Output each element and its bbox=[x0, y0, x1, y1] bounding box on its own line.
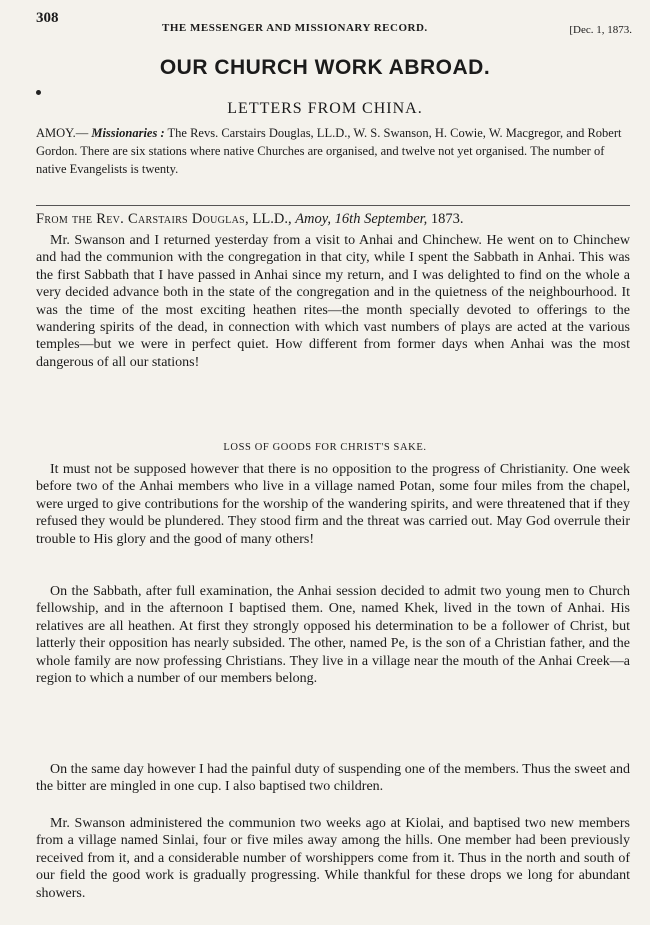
letter-degree: LL.D., bbox=[252, 211, 292, 227]
page-number: 308 bbox=[36, 10, 59, 26]
letter-year: 1873. bbox=[430, 211, 464, 227]
section-title: OUR CHURCH WORK ABROAD. bbox=[159, 56, 491, 79]
sub-heading: LOSS OF GOODS FOR CHRIST'S SAKE. bbox=[223, 442, 427, 453]
paragraph-3: On the Sabbath, after full examination, the Anhai session decided to admit two young men to Church fellowship, and in the afternoon I baptised them. One, named Khek, lived in the town of Anhai. His relatives are all heathen. At first they strongly opposed his determination to be a follower of Christ, but latterly their opposition has nearly subsided. The other, named Pe, is the son of a Christian father, and the whole family are now professing Christians. They live in a village near the mouth of the Anhai Creek—a region to which a number of our members belong. bbox=[36, 584, 630, 687]
mission-text: The Revs. Carstairs Douglas, LL.D., W. S. Swanson, H. Cowie, W. Macgregor, and Robert Gordon. There are six stations where native Churches are organised, and twelve not yet organised. The number of native Evangelists is twenty. bbox=[36, 126, 622, 176]
letter-from: From the Rev. Carstairs Douglas, bbox=[36, 211, 249, 227]
paragraph-4: On the same day however I had the painful duty of suspending one of the members. Thus the sweet and the bitter are mingled in one cup. I also baptised two children. bbox=[36, 762, 630, 795]
ink-dot bbox=[36, 90, 41, 95]
mission-place: AMOY.— bbox=[36, 126, 89, 140]
sub-title: LETTERS FROM CHINA. bbox=[227, 100, 423, 117]
mission-note bbox=[36, 124, 630, 178]
paragraph-1: Mr. Swanson and I returned yesterday from a visit to Anhai and Chinchew. He went on to Chinchew and had the communion with the congregation in that city, while I spent the Sabbath in Anhai. This was the first Sabbath that I have passed in Anhai since my return, and I was delighted to find on the whole a very decided advance both in the state of the congregation and in the quietness of the neighbourhood. It was the time of the most exciting heathen rites—the month specially devoted to offerings to the wandering spirits of the dead, in connection with which vast numbers of plays are acted at the various temples—but we were in perfect quiet. How different from former days when Anhai was the most dangerous of all our stations! bbox=[36, 233, 630, 370]
issue-date: [Dec. 1, 1873. bbox=[569, 24, 632, 36]
journal-title: THE MESSENGER AND MISSIONARY RECORD. bbox=[162, 22, 428, 34]
letter-place-date: Amoy, 16th September, bbox=[295, 211, 428, 227]
letter-heading bbox=[36, 211, 630, 228]
divider-rule bbox=[36, 205, 630, 206]
paragraph-5: Mr. Swanson administered the communion two weeks ago at Kiolai, and baptised two new members from a village named Sinlai, four or five miles away among the hills. One member had been previously received from it, and a considerable number of worshippers come from it. Thus in the north and south of our field the good work is gradually progressing. While thankful for these drops we long for abundant showers. bbox=[36, 816, 630, 901]
paragraph-2: It must not be supposed however that there is no opposition to the progress of Christianity. One week before two of the Anhai members who live in a village named Potan, some four miles from the chapel, were urged to give contributions for the worship of the wandering spirits, and were threatened that if they refused they would be plundered. They stood firm and the threat was carried out. May God overrule their trouble to His glory and the good of many others! bbox=[36, 462, 630, 547]
mission-label: Missionaries : bbox=[91, 126, 165, 140]
running-head bbox=[36, 10, 632, 36]
